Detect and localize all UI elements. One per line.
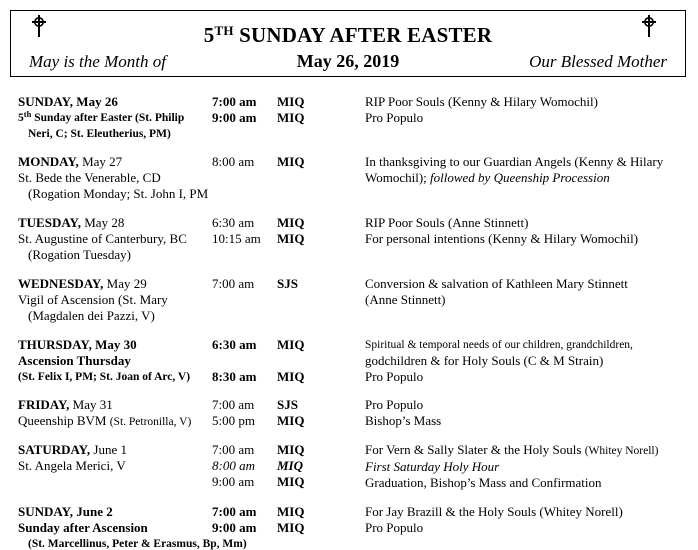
page-title: 5TH SUNDAY AFTER EASTER [203,23,493,47]
entry-locations: MIQ MIQ [277,94,305,125]
entry-times: 7:00 am 9:00 am [212,94,257,125]
entry-locations: MIQ MIQ [277,337,305,384]
entry-locations: MIQ [277,154,305,169]
entry-intentions: Spiritual & temporal needs of our children, grandchildren, godchildren & for Holy Souls (C & M Strain) Pro Populo [365,339,633,384]
entry-times: 8:00 am [212,154,255,169]
entry-day: SUNDAY, June 2 Sunday after Ascension (St. Marcellinus, Peter & Erasmus, Bp, Mm) [18,504,247,550]
entry-times: 7:00 am 9:00 am [212,504,257,535]
entry-day: THURSDAY, May 30 Ascension Thursday (St. Felix I, PM; St. Joan of Arc, V) [18,337,191,383]
bulletin-date: May 26, 2019 [296,51,400,71]
entry-intentions: Pro Populo Bishop’s Mass [365,397,442,428]
month-dedication-label: May is the Month of [29,52,166,71]
header-box [10,10,686,77]
entry-intentions: For Jay Brazill & the Holy Souls (Whitey Norell) Pro Populo [365,504,623,535]
entry-times: 7:00 am 8:00 am 9:00 am [212,442,255,489]
entry-day: TUESDAY, May 28 St. Augustine of Canterbury, BC (Rogation Tuesday) [18,215,187,262]
entry-day: WEDNESDAY, May 29 Vigil of Ascension (St. Mary (Magdalen dei Pazzi, V) [18,276,168,323]
entry-locations: SJS MIQ [277,397,305,428]
entry-locations: MIQ MIQ MIQ [277,442,305,489]
entry-day: FRIDAY, May 31 Queenship BVM (St. Petronilla, V) [18,397,192,428]
entry-locations: MIQ MIQ [277,504,305,535]
entry-intentions: For Vern & Sally Slater & the Holy Souls (Whitey Norell) First Saturday Holy Hour Graduation, Bishop’s Mass and Confirmation [365,442,659,490]
entry-times: 6:30 am 10:15 am [212,215,261,246]
entry-times: 7:00 am 5:00 pm [212,397,255,428]
month-dedication-name: Our Blessed Mother [529,52,667,71]
entry-intentions: In thanksgiving to our Guardian Angels (Kenny & Hilary Womochil); followed by Queenship Procession [365,154,664,185]
entry-locations: MIQ MIQ [277,215,305,246]
entry-locations: SJS [277,276,298,291]
entry-day: MONDAY, May 27 St. Bede the Venerable, CD (Rogation Monday; St. John I, PM [18,154,209,201]
entry-day: SATURDAY, June 1 St. Angela Merici, V [18,442,127,473]
entry-intentions: Conversion & salvation of Kathleen Mary Stinnett (Anne Stinnett) [365,276,628,307]
entry-intentions: RIP Poor Souls (Anne Stinnett) For personal intentions (Kenny & Hilary Womochil) [365,215,639,246]
entry-times: 7:00 am [212,276,255,291]
entry-times: 6:30 am 8:30 am [212,337,257,384]
entry-intentions: RIP Poor Souls (Kenny & Hilary Womochil) Pro Populo [365,94,598,125]
entry-day: SUNDAY, May 26 5th Sunday after Easter (St. Philip Neri, C; St. Eleutherius, PM) [18,94,185,140]
